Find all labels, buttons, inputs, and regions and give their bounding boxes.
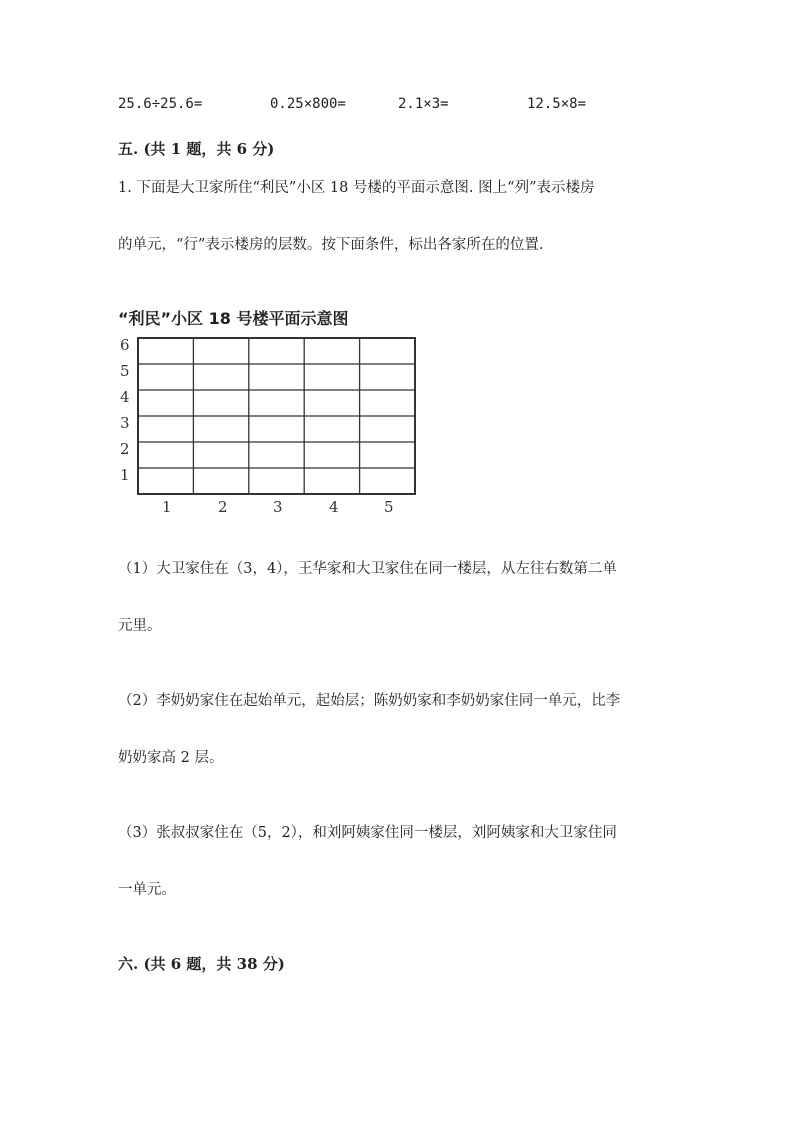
condition-1-line-1: （1）大卫家住在（3，4），王华家和大卫家住在同一楼层，从左往右数第二单 — [118, 561, 617, 577]
figure-title: “利民”小区 18 号楼平面示意图 — [118, 309, 349, 328]
floor-plan-grid — [118, 330, 418, 520]
grid-lines — [138, 338, 415, 494]
row-label-1: 1 — [120, 466, 130, 484]
row-label-4: 4 — [120, 388, 130, 406]
calc-item-1: 25.6÷25.6= — [118, 96, 203, 112]
section-five-heading: 五. (共 1 题，共 6 分) — [118, 140, 275, 158]
condition-2-line-1: （2）李奶奶家住在起始单元，起始层；陈奶奶家和李奶奶家住同一单元，比李 — [118, 693, 621, 709]
floor-plan-svg — [118, 330, 418, 520]
condition-3-line-1: （3）张叔叔家住在（5，2），和刘阿姨家住同一楼层，刘阿姨家和大卫家住同 — [118, 825, 617, 841]
question-text-line-1: 1. 下面是大卫家所住“利民”小区 18 号楼的平面示意图. 图上“列”表示楼房 — [118, 180, 595, 196]
row-label-6: 6 — [120, 336, 130, 354]
col-label-4: 4 — [329, 498, 339, 516]
condition-1-line-2: 元里。 — [118, 618, 162, 634]
question-text-line-2: 的单元，“行”表示楼房的层数。按下面条件，标出各家所在的位置. — [118, 237, 544, 253]
col-label-3: 3 — [273, 498, 283, 516]
condition-3-line-2: 一单元。 — [118, 882, 176, 898]
condition-2-line-2: 奶奶家高 2 层。 — [118, 750, 224, 766]
row-label-2: 2 — [120, 440, 130, 458]
col-label-5: 5 — [384, 498, 394, 516]
calc-item-3: 2.1×3= — [398, 96, 449, 112]
calc-item-2: 0.25×800= — [270, 96, 346, 112]
calc-item-4: 12.5×8= — [527, 96, 587, 112]
col-label-2: 2 — [218, 498, 228, 516]
col-label-1: 1 — [162, 498, 172, 516]
row-label-3: 3 — [120, 414, 130, 432]
row-label-5: 5 — [120, 362, 130, 380]
section-six-heading: 六. (共 6 题，共 38 分) — [118, 955, 285, 973]
